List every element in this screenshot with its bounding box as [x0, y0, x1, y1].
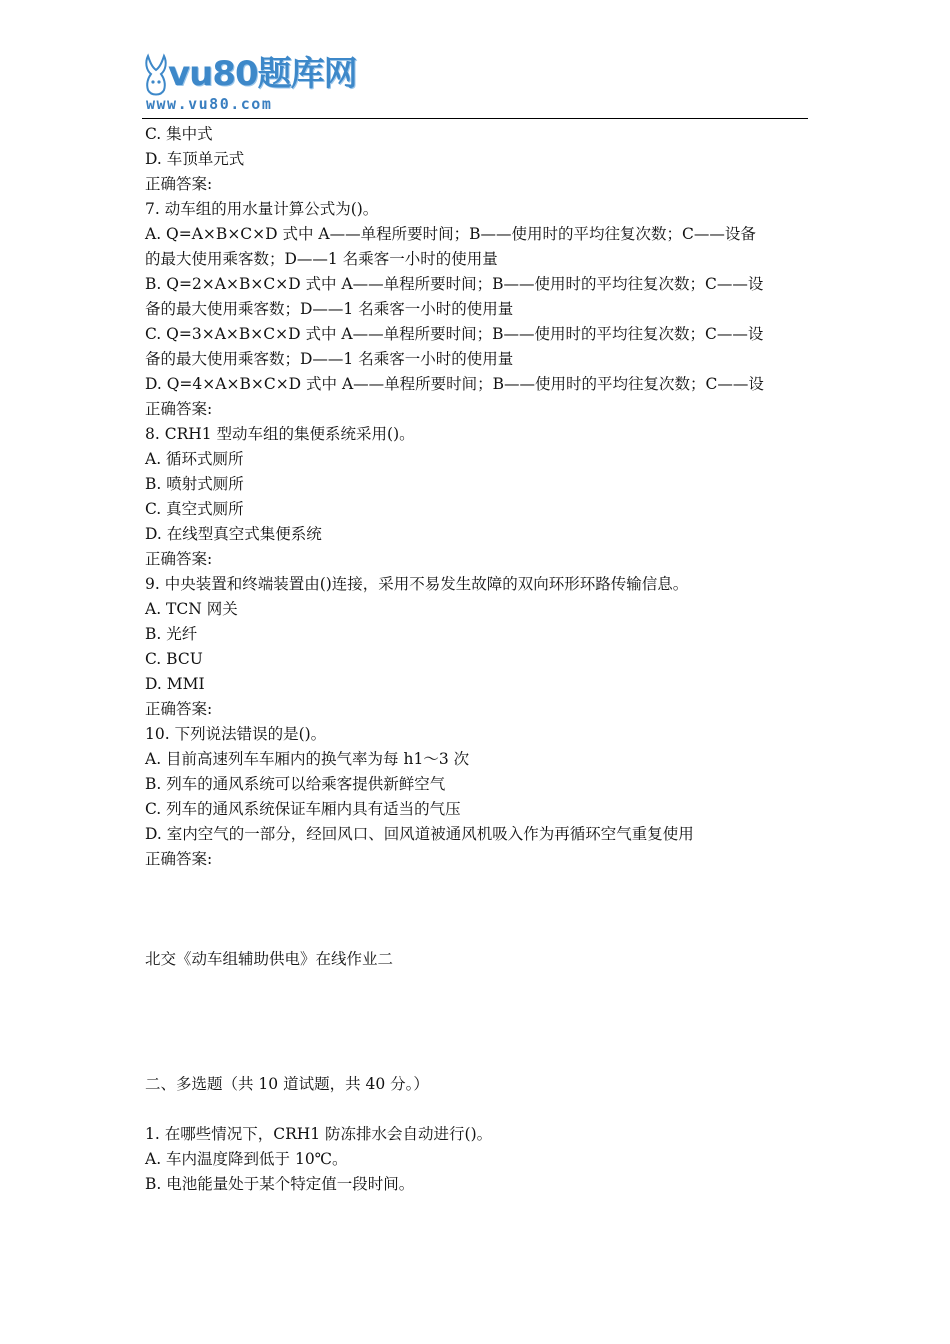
- text-line: B. 列车的通风系统可以给乘客提供新鲜空气: [145, 775, 446, 793]
- text-line: D. 在线型真空式集便系统: [145, 525, 322, 543]
- answer-label: 正确答案:: [145, 850, 213, 868]
- spacer: [145, 972, 810, 1072]
- text-line: A. 目前高速列车车厢内的换气率为每 h1～3 次: [145, 750, 470, 768]
- spacer: [145, 1097, 810, 1122]
- text-line: A. Q=A×B×C×D 式中 A——单程所要时间；B——使用时的平均往复次数；C——设备: [145, 225, 756, 243]
- text-line: C. BCU: [145, 650, 203, 668]
- text-line: B. 喷射式厕所: [145, 475, 244, 493]
- logo-url: www.vu80.com: [146, 95, 273, 113]
- section-title: 北交《动车组辅助供电》在线作业二: [145, 950, 394, 968]
- question-line: 8. CRH1 型动车组的集便系统采用()。: [145, 425, 415, 443]
- answer-label: 正确答案:: [145, 175, 213, 193]
- text-line: 备的最大使用乘客数；D——1 名乘客一小时的使用量: [145, 300, 514, 318]
- answer-label: 正确答案:: [145, 550, 213, 568]
- answer-label: 正确答案:: [145, 700, 213, 718]
- text-line: A. 循环式厕所: [145, 450, 244, 468]
- text-line: B. 电池能量处于某个特定值一段时间。: [145, 1175, 415, 1193]
- spacer: [145, 872, 810, 947]
- text-line: D. MMI: [145, 675, 205, 693]
- text-line: 备的最大使用乘客数；D——1 名乘客一小时的使用量: [145, 350, 514, 368]
- section-heading: 二、多选题（共 10 道试题，共 40 分。）: [145, 1075, 429, 1093]
- text-line: A. TCN 网关: [145, 600, 238, 618]
- question-line: 1. 在哪些情况下，CRH1 防冻排水会自动进行()。: [145, 1125, 493, 1143]
- text-line: C. 列车的通风系统保证车厢内具有适当的气压: [145, 800, 461, 818]
- question-line: 7. 动车组的用水量计算公式为()。: [145, 200, 379, 218]
- site-logo: [142, 50, 357, 116]
- text-line: A. 车内温度降到低于 10℃。: [145, 1150, 348, 1168]
- answer-label: 正确答案:: [145, 400, 213, 418]
- text-line: 的最大使用乘客数；D——1 名乘客一小时的使用量: [145, 250, 498, 268]
- rabbit-mascot-icon: [142, 52, 170, 98]
- header-divider: [142, 118, 808, 119]
- text-line: C. Q=3×A×B×C×D 式中 A——单程所要时间；B——使用时的平均往复次数；C——设: [145, 325, 764, 343]
- logo-title: vu80题库网: [168, 54, 357, 94]
- text-line: D. 室内空气的一部分，经回风口、回风道被通风机吸入作为再循环空气重复使用: [145, 825, 694, 843]
- document-body: [145, 122, 810, 1197]
- question-line: 9. 中央装置和终端装置由()连接，采用不易发生故障的双向环形环路传输信息。: [145, 575, 689, 593]
- text-line: C. 集中式: [145, 125, 213, 143]
- text-line: B. Q=2×A×B×C×D 式中 A——单程所要时间；B——使用时的平均往复次数；C——设: [145, 275, 764, 293]
- text-line: B. 光纤: [145, 625, 198, 643]
- text-line: D. 车顶单元式: [145, 150, 245, 168]
- text-line: C. 真空式厕所: [145, 500, 244, 518]
- text-line: D. Q=4×A×B×C×D 式中 A——单程所要时间；B——使用时的平均往复次数；C——设: [145, 375, 764, 393]
- question-line: 10. 下列说法错误的是()。: [145, 725, 327, 743]
